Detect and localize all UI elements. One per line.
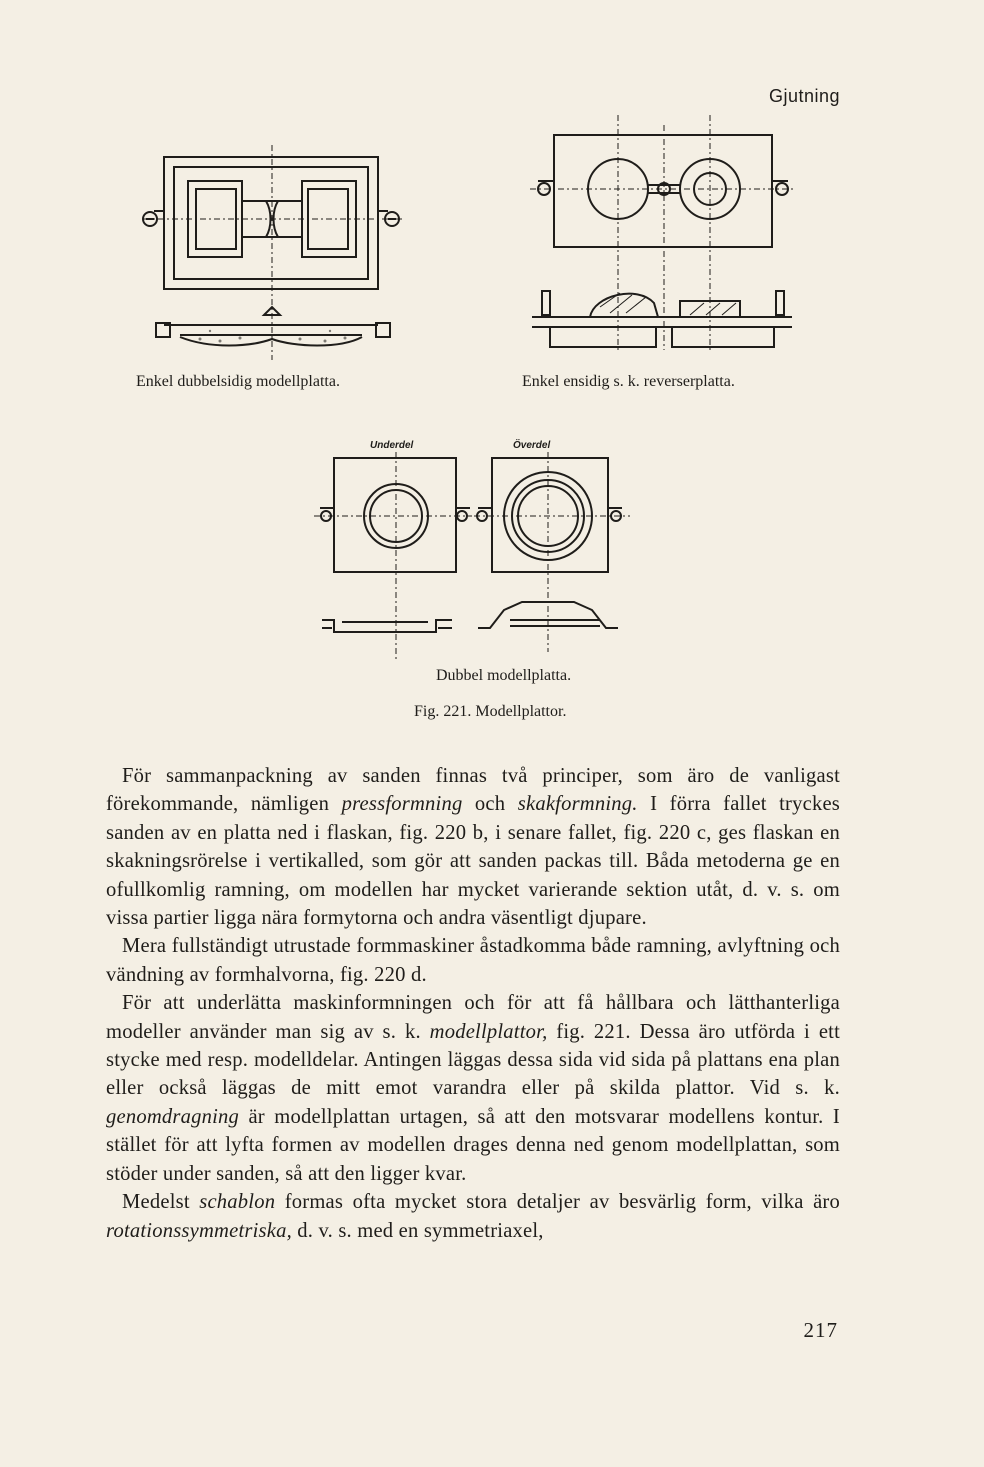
p1-emphasis-1: pressformning <box>341 793 463 816</box>
figure-caption-right: Enkel ensidig s. k. reverserplatta. <box>522 373 735 390</box>
paragraph-2: Mera fullständigt utrustade formmaskiner åstadkomma både ramning, avlyftning och vändning av formhalvorna, fig. 220 d. <box>106 935 840 986</box>
label-underdel: Underdel <box>370 440 414 451</box>
p4-text-1: Medelst <box>122 1191 200 1214</box>
p3-text-1: För att underlätta maskinformningen och för att få hållbara och lätthanterliga modeller använder man sig av s. k. <box>106 992 840 1043</box>
p4-emphasis-2: rotationssymmetriska, <box>106 1219 292 1242</box>
p4-text-2: formas ofta mycket stora detaljer av besvärlig form, vilka äro <box>275 1191 840 1214</box>
p3-text-3: är modellplattan urtagen, så att den motsvarar modellens kontur. I stället för att lyfta formen av modellen drages denna ned genom modellplattan, som stöder under sanden, så att den ligger kvar. <box>106 1105 840 1185</box>
page-number: 217 <box>803 1318 838 1342</box>
figure-caption-left: Enkel dubbelsidig modellplatta. <box>136 373 340 390</box>
body-text <box>106 762 840 1245</box>
paragraph-4 <box>106 1188 840 1245</box>
paragraph-3 <box>106 989 840 1188</box>
figure-number-caption: Fig. 221. Modellplattor. <box>414 703 567 720</box>
p3-emphasis-1: modellplattor, <box>429 1020 548 1043</box>
p1-text-1: För sammanpackning av sanden finnas två principer, som äro de vanligast förekommande, nämligen <box>106 765 840 816</box>
p1-emphasis-2: skakformning. <box>517 793 638 816</box>
p4-text-3: d. v. s. med en symmetriaxel, <box>291 1219 544 1242</box>
double-pattern-plate-drawing <box>312 452 632 662</box>
reversible-pattern-plate-drawing <box>530 115 798 350</box>
p3-emphasis-2: genomdragning <box>106 1105 240 1128</box>
p3-text-2: fig. 221. Dessa äro utförda i ett stycke med resp. modelldelar. Antingen läggas dessa sida vid sida på plattans ena plan eller också läggas de mitt emot varandra eller på skilda plattor. Vid s. k. <box>106 1020 840 1100</box>
p1-text-3: I förra fallet tryckes sanden av en platta ned i flaskan, fig. 220 b, i senare fallet, fig. 220 c, ges flaskan en skakningsrörelse i vertikalled, som gör att sanden packas till. Båda metoderna ge en ofullkomlig ramning, om modellen har mycket varierande sektion utåt, d. v. s. om vissa partier ligga nära formytorna och andra väsentligt djupare. <box>106 793 840 930</box>
label-overdel: Överdel <box>513 440 551 451</box>
running-header: Gjutning <box>768 86 840 106</box>
double-sided-pattern-plate-drawing <box>140 145 408 360</box>
p4-emphasis-1: schablon <box>199 1191 276 1214</box>
p1-text-2: och <box>462 793 518 816</box>
figure-caption-bottom: Dubbel modellplatta. <box>436 667 572 684</box>
paragraph-1 <box>106 762 840 932</box>
